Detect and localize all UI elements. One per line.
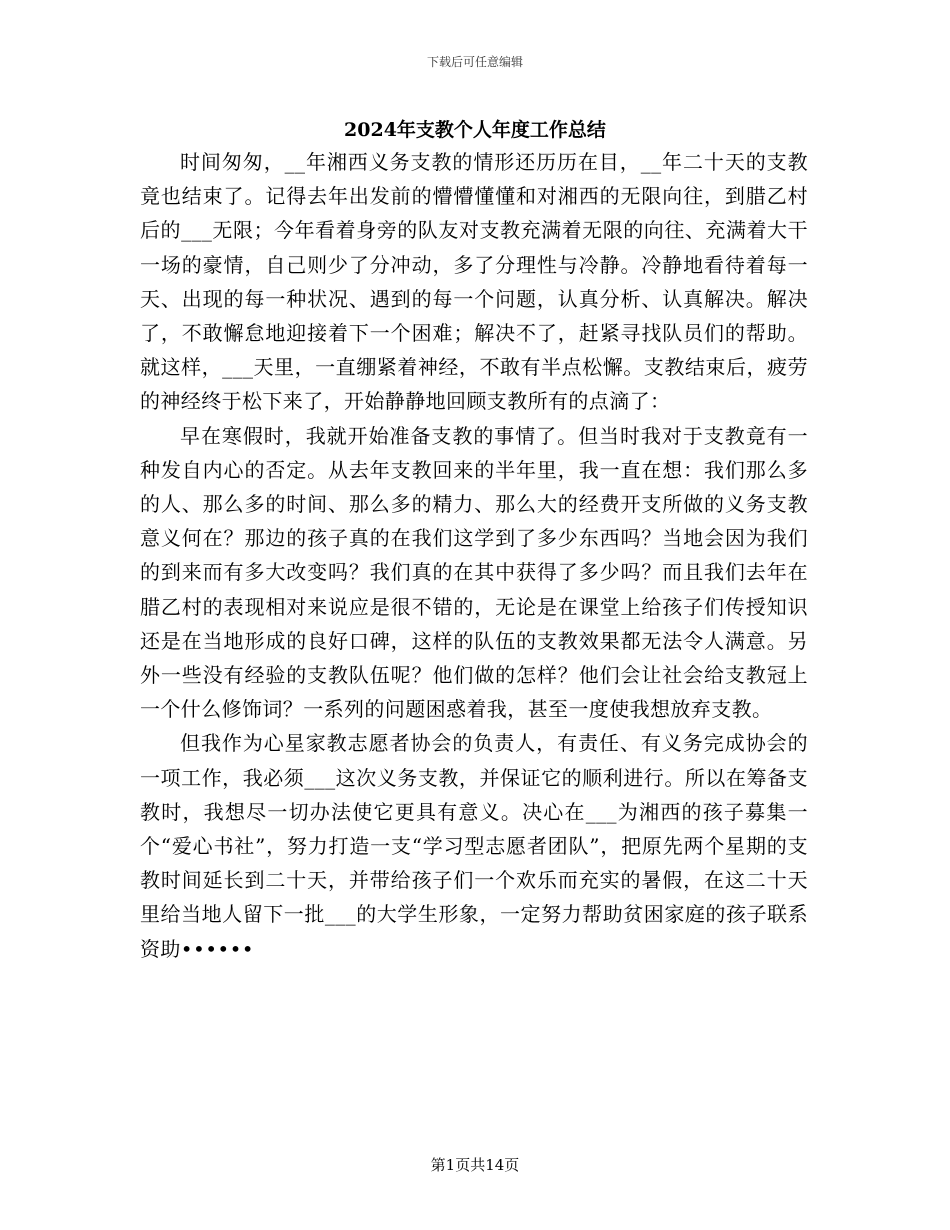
paragraph-2: 早在寒假时，我就开始准备支教的事情了。但当时我对于支教竟有一种发自内心的否定。从去年支教回来的半年里，我一直在想：我们那么多的人、那么多的时间、那么多的精力、那么大的经费开支所做的义务支教意义何在？那边的孩子真的在我们这学到了多少东西吗？当地会因为我们的到来而有多大改变吗？我们真的在其中获得了多少吗？而且我们去年在腊乙村的表现相对来说应是很不错的，无论是在课堂上给孩子们传授知识还是在当地形成的良好口碑，这样的队伍的支教效果都无法令人满意。另外一些没有经验的支教队伍呢？他们做的怎样？他们会让社会给支教冠上一个什么修饰词？一系列的问题困惑着我，甚至一度使我想放弃支教。 <box>140 423 808 722</box>
document-body <box>140 145 808 966</box>
paragraph-1: 时间匆匆，__年湘西义务支教的情形还历历在目，__年二十天的支教竟也结束了。记得去年出发前的懵懵懂懂和对湘西的无限向往，到腊乙村后的___无限；今年看着身旁的队友对支教充满着无限的向往、充满着大干一场的豪情，自己则少了分冲动，多了分理性与冷静。冷静地看待着每一天、出现的每一种状况、遇到的每一个问题，认真分析、认真解决。解决了，不敢懈怠地迎接着下一个困难；解决不了，赶紧寻找队员们的帮助。就这样，___天里，一直绷紧着神经，不敢有半点松懈。支教结束后，疲劳的神经终于松下来了，开始静静地回顾支教所有的点滴了： <box>140 150 808 414</box>
document-title: 2024年支教个人年度工作总结 <box>344 119 606 141</box>
paragraph-3: 但我作为心星家教志愿者协会的负责人，有责任、有义务完成协会的一项工作，我必须___这次义务支教，并保证它的顺利进行。所以在筹备支教时，我想尽一切办法使它更具有意义。决心在___为湘西的孩子募集一个“爱心书社”，努力打造一支“学习型志愿者团队”，把原先两个星期的支教时间延长到二十天，并带给孩子们一个欢乐而充实的暑假，在这二十天里给当地人留下一批___的大学生形象，一定努力帮助贫困家庭的孩子联系资助•••••• <box>140 731 808 961</box>
page-footer: 第1页共14页 <box>430 1156 520 1174</box>
header-note: 下载后可任意编辑 <box>426 55 523 69</box>
